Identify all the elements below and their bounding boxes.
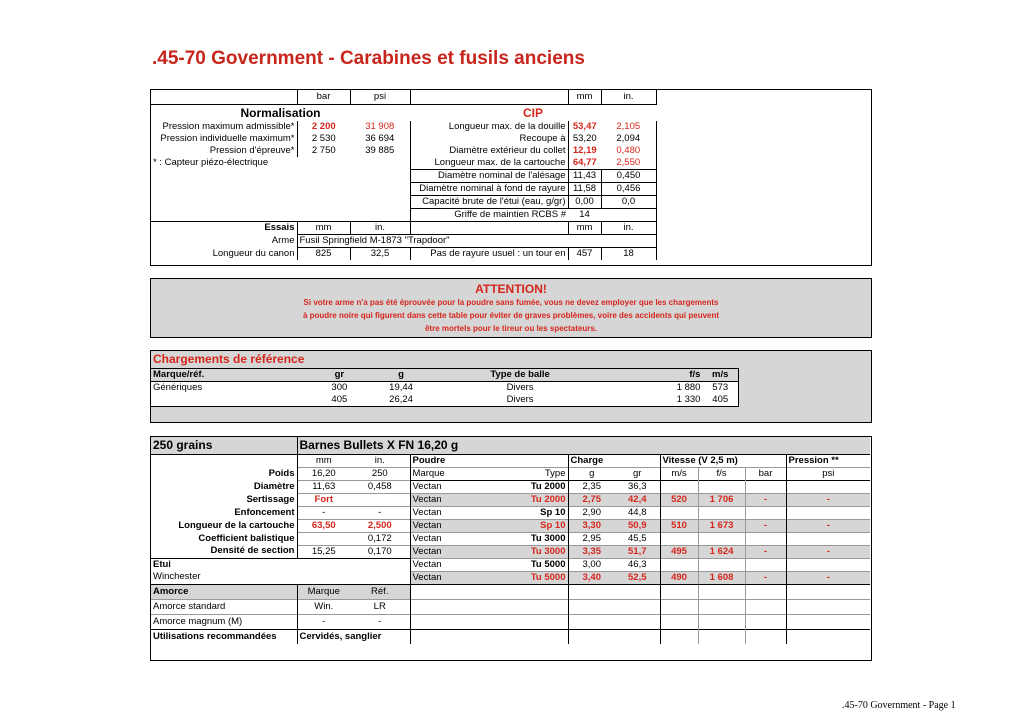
bullet-weight: 250 grains — [151, 437, 297, 454]
weapon-row: Arme Fusil Springfield M-1873 "Trapdoor" — [151, 235, 656, 248]
warning-line: à poudre noire qui figurent dans cette table pour éviter de graves problèmes, voire des accidents qui peuvent — [302, 311, 720, 320]
table-row: Etui Vectan Tu 5000 3,00 46,3 — [151, 558, 870, 571]
table-row: Amorce Marque Réf. — [151, 584, 870, 599]
table-row: Longueur de la cartouche 63,50 2,500 Vectan Sp 10 3,30 50,9 510 1 673 - - — [151, 519, 870, 532]
table-row: Amorce magnum (M) - - — [151, 614, 870, 629]
table-row: Coefficient balistique 0,172 Vectan Tu 3000 2,95 45,5 — [151, 532, 870, 545]
normalisation-block — [150, 89, 872, 266]
essais-row: Essais mm in. mm in. — [151, 222, 656, 235]
standard-name: CIP — [522, 105, 543, 120]
dimension-row: Griffe de maintien RCBS # 14 — [151, 209, 656, 222]
dimension-row: Diamètre nominal de l'alésage 11,43 0,450 — [151, 170, 656, 183]
warning-heading: ATTENTION! — [475, 282, 547, 296]
page-title: .45-70 Government - Carabines et fusils anciens — [152, 48, 585, 69]
warning-line: être mortels pour le tireur ou les spectateurs. — [424, 324, 598, 333]
unit-mm: mm — [568, 90, 601, 104]
warning-line: Si votre arme n'a pas été éprouvée pour la poudre sans fumée, vous ne devez employer que les chargements — [303, 298, 719, 307]
table-row: Enfoncement - - Vectan Sp 10 2,90 44,8 — [151, 506, 870, 519]
pressure-row: Pression individuelle maximum* 2 530 36 694 Recoupe à 53,20 2,094 — [151, 133, 656, 145]
table-row: Winchester Vectan Tu 5000 3,40 52,5 490 1 608 - - — [151, 571, 870, 584]
load-table: 250 grains Barnes Bullets X FN 16,20 g mm in. Poudre Charge Vitesse (V 2,5 m) Pression ** Poids 16,20 250 Marque Type g gr m/s f/s bar psi Diamètre 11,63 0,458 Vectan Tu 2000 2,35 36,3 Sertissage Fort Vectan Tu 2000 2,75 42,4 520 1 706 - - Enfoncement - - Vectan Sp 10 2,90 44,8 Longueur de la cartouche 63,50 2,500 Vectan Sp 10 3,30 50,9 510 1 673 - - Coefficient balistique 0,172 Vectan Tu 3000 2,95 45,5 Densité de section 15,25 0,170 Vectan Tu 3000 3,35 51,7 495 1 624 - - Etui Vectan Tu 5000 3,00 46,3 Winchester Vectan Tu 5000 3,40 52,5 490 1 608 - - Amorce Marque Réf. Amorce standard Win. LR Amorce magnum (M) - - Utilisations recommandées Cervidés, sanglier — [151, 437, 870, 644]
unit-in: in. — [601, 90, 656, 104]
table-row: Poids 16,20 250 Marque Type g gr m/s f/s bar psi — [151, 467, 870, 480]
unit-psi: psi — [350, 90, 410, 104]
normalisation-heading: Normalisation — [240, 105, 321, 120]
normalisation-table — [151, 90, 657, 260]
table-row: Densité de section 15,25 0,170 Vectan Tu 3000 3,35 51,7 495 1 624 - - — [151, 545, 870, 558]
warning-box — [150, 278, 872, 338]
unit-bar: bar — [297, 90, 350, 104]
table-row: Utilisations recommandées Cervidés, sanglier — [151, 629, 870, 644]
dimension-row: Capacité brute de l'étui (eau, g/gr) 0,00 0,0 — [151, 196, 656, 209]
table-row: Génériques 300 19,44 Divers 1 880 573 — [151, 382, 739, 395]
reference-heading: Chargements de référence — [153, 352, 305, 366]
table-row: Amorce standard Win. LR — [151, 599, 870, 614]
pressure-row: Pression maximum admissible* 2 200 31 908 Longueur max. de la douille 53,47 2,105 — [151, 121, 656, 133]
sensor-note: * : Capteur piézo-électrique — [151, 157, 410, 170]
dimension-row: Diamètre nominal à fond de rayure 11,58 0,456 — [151, 183, 656, 196]
table-row: 405 26,24 Divers 1 330 405 — [151, 394, 739, 407]
table-row: Diamètre 11,63 0,458 Vectan Tu 2000 2,35 36,3 — [151, 480, 870, 493]
reference-block — [150, 350, 872, 423]
page-footer: .45-70 Government - Page 1 — [842, 700, 956, 711]
reference-table: Marque/réf. gr g Type de balle f/s m/s Génériques 300 19,44 Divers 1 880 573 405 26,24 Divers 1 330 405 — [151, 368, 739, 407]
barrel-row: Longueur du canon 825 32,5 Pas de rayure usuel : un tour en 457 18 — [151, 248, 656, 261]
bullet-name: Barnes Bullets X FN 16,20 g — [297, 437, 870, 454]
load-block — [150, 436, 872, 661]
weapon-name: Fusil Springfield M-1873 "Trapdoor" — [297, 235, 656, 248]
pressure-row: Pression d'épreuve* 2 750 39 885 Diamètre extérieur du collet 12,19 0,480 — [151, 145, 656, 157]
dimension-row: * : Capteur piézo-électrique Longueur max. de la cartouche 64,77 2,550 — [151, 157, 656, 170]
table-row: Sertissage Fort Vectan Tu 2000 2,75 42,4 520 1 706 - - — [151, 493, 870, 506]
